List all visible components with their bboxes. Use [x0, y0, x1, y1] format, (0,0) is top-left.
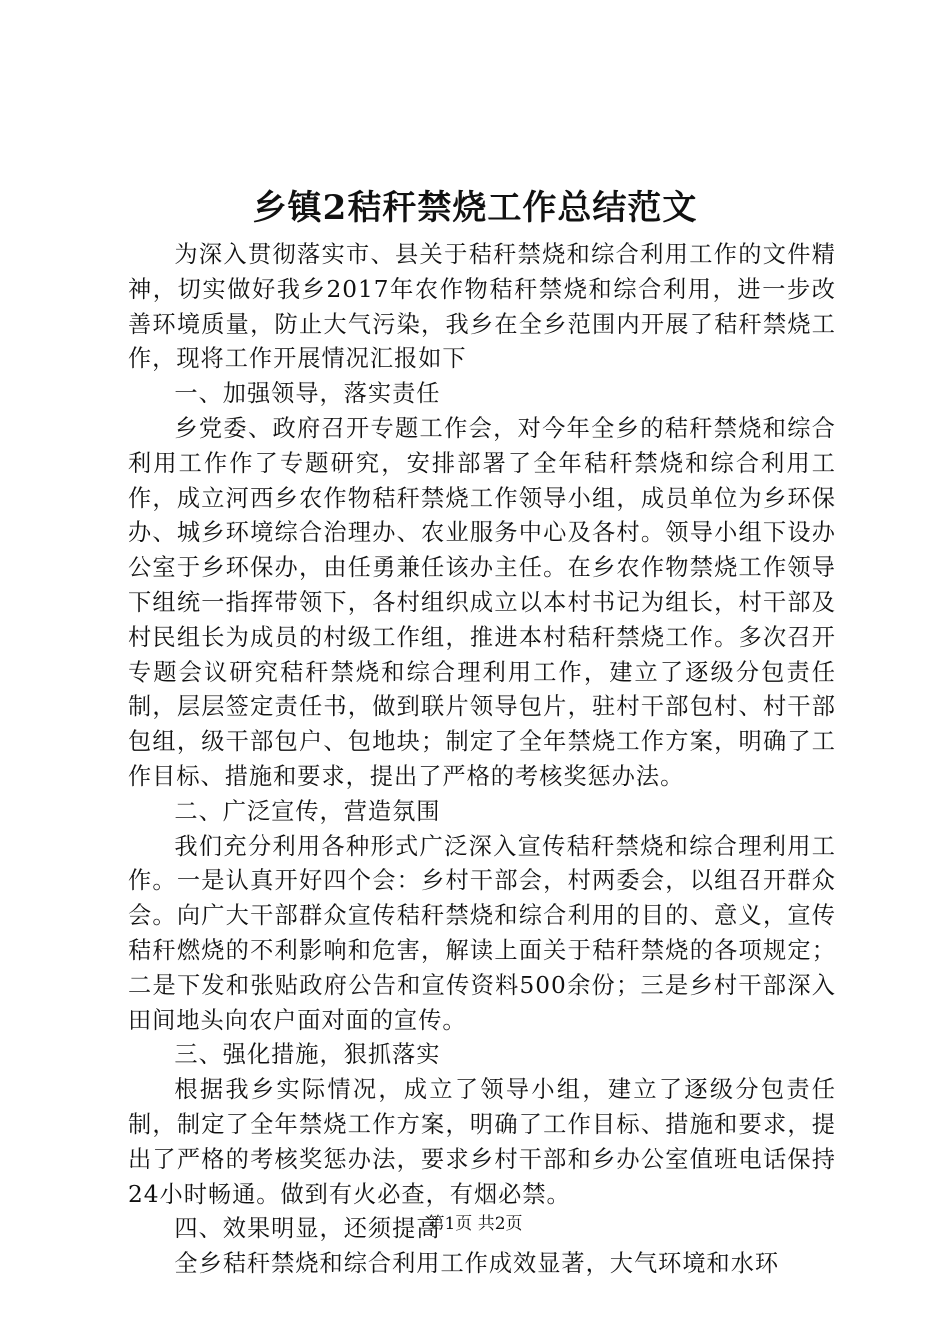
section-heading-1: 一、加强领导，落实责任: [174, 380, 441, 408]
section-heading-4: 四、效果明显，还须提高: [174, 1215, 441, 1243]
paragraph-section-2: 我们充分利用各种形式广泛深入宣传秸秆禁烧和综合理利用工作。一是认真开好四个会：乡村干部会，村两委会，以组召开群众会。向广大干部群众宣传秸秆禁烧和综合利用的目的、意义，宣传秸秆燃烧的不利影响和危害，解读上面关于秸秆禁烧的各项规定；二是下发和张贴政府公告和宣传资料500余份；三是乡村干部深入田间地头向农户面对面的宣传。: [128, 832, 836, 1034]
paragraph-section-1: 乡党委、政府召开专题工作会，对今年全乡的秸秆禁烧和综合利用工作作了专题研究，安排部署了全年秸秆禁烧和综合利用工作，成立河西乡农作物秸秆禁烧工作领导小组，成员单位为乡环保办、城乡环境综合治理办、农业服务中心及各村。领导小组下设办公室于乡环保办，由任勇兼任该办主任。在乡农作物禁烧工作领导下组统一指挥带领下，各村组织成立以本村书记为组长，村干部及村民组长为成员的村级工作组，推进本村秸秆禁烧工作。多次召开专题会议研究秸秆禁烧和综合理利用工作，建立了逐级分包责任制，层层签定责任书，做到联片领导包片，驻村干部包村、村干部包组，级干部包户、包地块；制定了全年禁烧工作方案，明确了工作目标、措施和要求，提出了严格的考核奖惩办法。: [128, 414, 836, 790]
paragraph-section-4: 全乡秸秆禁烧和综合利用工作成效显著，大气环境和水环: [174, 1250, 780, 1278]
paragraph-intro: 为深入贯彻落实市、县关于秸秆禁烧和综合利用工作的文件精神，切实做好我乡2017年农作物秸秆禁烧和综合利用，进一步改善环境质量，防止大气污染，我乡在全乡范围内开展了秸秆禁烧工作，现将工作开展情况汇报如下: [128, 241, 836, 373]
document-body: [128, 238, 836, 1282]
section-heading-2: 二、广泛宣传，营造氛围: [174, 797, 441, 825]
paragraph-section-3: 根据我乡实际情况，成立了领导小组，建立了逐级分包责任制，制定了全年禁烧工作方案，明确了工作目标、措施和要求，提出了严格的考核奖惩办法，要求乡村干部和乡办公室值班电话保持24小时畅通。做到有火必查，有烟必禁。: [128, 1076, 836, 1208]
document-title: 乡镇2秸秆禁烧工作总结范文: [252, 188, 698, 228]
section-heading-3: 三、强化措施，狠抓落实: [174, 1041, 441, 1069]
page-footer: 第1页 共2页: [427, 1214, 523, 1234]
